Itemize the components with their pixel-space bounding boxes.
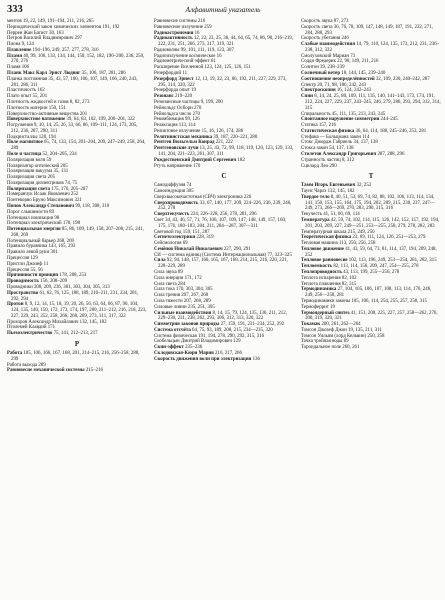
index-term: Резерфорд Эрнест bbox=[154, 76, 194, 82]
index-pages: Томсон Уильям (лорд Кельвин) 250, 258 bbox=[301, 333, 385, 339]
index-pages: Резерфорда опыт 19 bbox=[154, 88, 196, 94]
index-term: Статистическая физика bbox=[301, 128, 355, 134]
index-term: Рождественский Дмитрий Сергеевич bbox=[154, 157, 237, 163]
index-pages: 136 bbox=[251, 356, 260, 362]
index-entry bbox=[301, 94, 441, 111]
index-term: Причинности принцип bbox=[7, 273, 59, 279]
index-pages: Точка тройная воды 89 bbox=[301, 339, 349, 345]
index-pages: Пиона 9, 124 bbox=[7, 42, 34, 48]
index-term: Система отсчёта bbox=[154, 327, 191, 333]
index-pages: Статика 157, 216 bbox=[301, 123, 337, 129]
index-pages: 52, 204–205, 234 bbox=[41, 151, 77, 157]
index-entry bbox=[7, 54, 147, 66]
index-entry bbox=[154, 146, 294, 158]
index-entry bbox=[301, 345, 441, 351]
index-pages: Свет 34, 43, 46, 57, 71, 76, 106, 107, 109, 147, 148, 149, 157, 160, 175, 176, 180–183, 204, 211, 284—287, 307—311 bbox=[154, 218, 287, 229]
index-entry bbox=[154, 36, 294, 48]
index-pages: Радиоволны 99, 101, 111, 119, 123, 307 bbox=[154, 47, 234, 53]
index-pages: Томсон Джозеф Джон 19, 135, 211, 311 bbox=[301, 327, 382, 333]
index-column-3 bbox=[301, 19, 441, 374]
index-pages: Сила звука 89 bbox=[154, 270, 183, 276]
index-pages: Поляризация волн 59 bbox=[7, 157, 52, 163]
index-pages: Подкристаллы 128, 194 bbox=[7, 134, 56, 140]
index-term: Сверхпроводимость bbox=[154, 200, 199, 206]
index-entry bbox=[301, 164, 441, 170]
index-pages: Термодинамики законы 105, 106, 114, 254, 255, 257, 258, 315 bbox=[301, 298, 427, 304]
index-pages: Таунс Чарлз 132, 145, 182 bbox=[301, 189, 355, 195]
index-pages: Скорость света 36, 76, 78, 109, 147, 148, 149, 187, 191, 222, 271, 284, 288, 293 bbox=[301, 24, 433, 36]
index-term: Сегнетоэлектрики bbox=[154, 235, 196, 241]
index-pages: Спиральность 45, 111, 135, 213, 243, 245 bbox=[301, 111, 386, 117]
letter-heading: С bbox=[221, 173, 227, 181]
index-pages: Петров Василий Владимирович 297 bbox=[7, 36, 82, 42]
index-entry bbox=[301, 287, 441, 299]
index-pages: 244–245 bbox=[379, 117, 398, 123]
letter-heading: Т bbox=[368, 173, 374, 181]
index-term: Радиоактивность bbox=[154, 36, 193, 42]
index-pages: 102, 113, 196, 249, 253—254, 281, 282, 315 bbox=[347, 258, 437, 264]
index-term: Спин bbox=[301, 94, 313, 100]
index-pages: Сила инерции 171, 172 bbox=[154, 275, 202, 281]
index-pages: Потенциал электрический 170, 198 bbox=[7, 221, 81, 227]
index-term: Тепловое равновесие bbox=[301, 258, 348, 264]
index-pages: Силовые линии 235, 251, 305 bbox=[154, 304, 215, 310]
index-term: Твердое тело bbox=[301, 194, 330, 200]
index-term: Слабые взаимодействия bbox=[301, 42, 355, 48]
running-title: Алфавитный указатель bbox=[185, 5, 261, 14]
index-pages: Реликтовое излучение 15, 16, 126, 174, 286 bbox=[154, 128, 244, 134]
page-number: 333 bbox=[7, 4, 23, 15]
index-term: Спонтанное нарушение симметрии bbox=[301, 117, 380, 123]
index-pages: Периодический закон химических элементов 191, 192 bbox=[7, 24, 120, 30]
index-pages: Стокса закон 54, 137, 138 bbox=[301, 146, 354, 152]
index-pages: Теплота испарения 82, 102 bbox=[301, 275, 357, 281]
index-term: Теплопроводность bbox=[301, 270, 342, 276]
index-pages: Потенциальный барьер 268, 269 bbox=[7, 238, 74, 244]
index-term: Поляризация света bbox=[7, 186, 50, 192]
index-column-2 bbox=[154, 19, 294, 374]
index-entry bbox=[301, 311, 441, 323]
index-pages: СИ — система единиц (Система Интернациональная) 77, 323–325 bbox=[154, 252, 292, 258]
index-pages: 64, 75, 93, 189, 208, 215, 234—235, 320 bbox=[190, 327, 273, 333]
index-pages: 75, 141, 212–213, 217 bbox=[52, 331, 98, 337]
index-pages: Спектр 20, 71, 98, 186, 242, 243 bbox=[301, 82, 367, 88]
index-pages: Работа выхода 289 bbox=[7, 362, 46, 368]
index-pages: Понтекорво Бруно Максимович 321 bbox=[7, 198, 82, 204]
index-entry bbox=[301, 195, 441, 212]
index-pages: Рейнольдса число 270 bbox=[154, 111, 200, 117]
index-pages: 41, 43, 59, 64, 73, 81, 114, 137, 194, 209, 248, 252 bbox=[305, 246, 437, 258]
index-pages: 27, 159, 191, 231–234, 252, 292 bbox=[219, 322, 285, 328]
index-column-1 bbox=[7, 19, 147, 374]
index-pages: Сверхвысокочастотная (СВЧ) электроника 226 bbox=[154, 194, 252, 200]
index-pages: Самодиффузия 74 bbox=[154, 183, 192, 189]
index-term: Токамак bbox=[301, 322, 321, 328]
index-term: Симметрия законов природы bbox=[154, 322, 220, 328]
index-pages: 216, 217, 266 bbox=[213, 350, 242, 356]
index-pages: Поляризация света 205 bbox=[7, 175, 56, 181]
index-pages: Сила трения 207, 267, 268 bbox=[154, 293, 209, 299]
index-entry bbox=[7, 140, 147, 152]
index-entry bbox=[7, 302, 147, 319]
index-entry bbox=[301, 25, 441, 37]
index-pages: 200, 261, 262—264 bbox=[320, 322, 361, 328]
index-pages: 18, 144, 145, 239–240 bbox=[340, 71, 386, 77]
index-pages: 43, 113, 199, 255—256, 278 bbox=[341, 270, 400, 276]
index-term: Температура bbox=[301, 218, 330, 223]
index-pages: Самоиндукция 305 bbox=[154, 189, 194, 195]
index-pages: Ртуть напряжение 170 bbox=[154, 163, 201, 169]
index-term: Скорость движения волн при электризации bbox=[154, 356, 252, 362]
index-pages: Порог слышимости 89 bbox=[7, 209, 55, 215]
index-pages: Рейнольдс Осборн 270 bbox=[154, 105, 202, 111]
index-entry bbox=[154, 201, 294, 213]
index-pages: 221, 222 bbox=[214, 140, 233, 146]
index-term: Поле магнитное bbox=[7, 140, 43, 146]
index-pages: 14, 79, 110, 124, 135, 173, 212, 231, 236–238, 312, 322 bbox=[305, 42, 440, 53]
index-pages: 287, 288, 296 bbox=[376, 151, 405, 157]
index-pages: Перрен Жан Батист 30, 163 bbox=[7, 30, 64, 36]
index-pages: Радиоизлучение космическое 16 bbox=[154, 53, 222, 59]
index-entry bbox=[301, 218, 441, 230]
index-pages: Проводники 208, 209, 236, 301, 303, 304, 305, 313 bbox=[7, 284, 110, 290]
index-term: Протон bbox=[7, 302, 24, 308]
index-pages: 42, 59, 74, 102, 114, 115, 126, 142, 152, 157, 192, 194, 201, 203, 209, 227, 249—251, 253—255, 258, 279, 278, 282, 283 bbox=[305, 218, 440, 229]
index-pages: Сцилард Лео 290 bbox=[301, 163, 337, 169]
page-header bbox=[7, 4, 439, 16]
index-pages: 92, 94, 148, 157, 160, 165, 167, 168, 214, 215, 216, 220, 221, 228–229, 289 bbox=[158, 258, 288, 270]
index-entry bbox=[154, 218, 294, 230]
index-pages: Пристли Джозеф 11 bbox=[7, 261, 49, 267]
index-pages: Расширение Вселенной 123, 124, 125, 126, 151 bbox=[154, 65, 251, 71]
index-entry bbox=[7, 227, 147, 239]
index-term: Сила bbox=[154, 258, 166, 264]
index-pages: 16 bbox=[193, 30, 200, 36]
index-pages: Световой год 159, 151, 287 bbox=[154, 229, 210, 235]
index-pages: 219–220 bbox=[173, 94, 193, 100]
index-term: Семёнов Николай Николаевич bbox=[154, 246, 223, 252]
index-pages: Поляризатор оптический 205 bbox=[7, 163, 68, 169]
index-pages: Равновесное излучение 259 bbox=[154, 24, 212, 30]
index-pages: Птолемей Клавдий 171 bbox=[7, 325, 56, 331]
index-entry bbox=[154, 258, 294, 270]
index-pages: 40, 99, 106, 133, 134, 144, 150, 152, 182, 196–200, 236, 250, 270, 276 bbox=[11, 53, 145, 65]
index-pages: 8, 14, 24, 25, 80, 109, 111, 135, 140, 141–143, 173, 174, 191, 212, 224, 227, 229, 237, 243–245, 246, 279, 286, 293, 294, 312, 314, 315 bbox=[305, 94, 441, 111]
index-pages: 39, 187, 220–221, 280 bbox=[212, 134, 258, 140]
index-pages: 41, 151, 200, 225, 227, 257, 258—262, 276, 300, 319, 320, 321 bbox=[305, 310, 438, 322]
index-term: Соотношение неопределённостей bbox=[301, 76, 375, 82]
index-entry bbox=[7, 368, 147, 374]
index-pages: Скобельцын Дмитрий Владимирович 129 bbox=[154, 339, 241, 345]
index-term: Спектроскопия bbox=[301, 88, 336, 94]
index-term: Пространство bbox=[7, 290, 39, 296]
index-entry bbox=[7, 77, 147, 89]
index-pages: 32, 109, 230, 240–242, 287 bbox=[374, 76, 430, 82]
index-pages: Температурная шкала 215, 249, 250 bbox=[301, 229, 375, 235]
index-pages: Рекомбинация 99, 126 bbox=[154, 117, 200, 123]
index-pages: Плотность жидкостей и газов 8, 82, 273 bbox=[7, 99, 90, 105]
index-term: Скин-эффект bbox=[154, 345, 184, 351]
index-pages: 178, 208, 253 bbox=[58, 273, 87, 279]
index-pages: 105, 106, 166, 167, 168, 201, 214–215, 216, 256–258, 288, 299 bbox=[11, 350, 140, 362]
index-pages: Резонансные частицы 9, 199, 200 bbox=[154, 99, 223, 105]
index-pages: Сила света 284 bbox=[154, 281, 186, 287]
index-term: Работа bbox=[7, 350, 23, 356]
index-term: Поверхностное натяжение bbox=[7, 117, 66, 123]
index-entry bbox=[154, 357, 294, 363]
index-pages: Прецессия 129 bbox=[7, 256, 38, 262]
index-pages: 228, 319 bbox=[195, 235, 214, 241]
index-entry bbox=[301, 42, 441, 54]
index-term: Теплоемкость bbox=[301, 264, 333, 270]
index-pages: Теплота плавления 82, 315 bbox=[301, 281, 357, 287]
index-pages: Прохоров Александр Михайлович 132, 145, 182 bbox=[7, 319, 107, 325]
index-pages: Содди Фредерик 22, 90, 149, 211, 216 bbox=[301, 59, 379, 65]
letter-heading: Р bbox=[74, 340, 80, 348]
index-pages: Термоферрит 19 bbox=[301, 304, 335, 310]
index-pages: Плато опыт 55, 201 bbox=[7, 94, 48, 100]
index-term: Тамм Игорь Евгеньевич bbox=[301, 183, 356, 189]
index-entry bbox=[7, 291, 147, 303]
index-term: Рентген Вильгельм Конрад bbox=[154, 140, 215, 146]
index-pages: 235–236 bbox=[183, 345, 203, 351]
index-term: Термодинамика bbox=[301, 287, 337, 293]
index-pages: 85, 86, 109, 149, 158, 207–208, 215, 241, 268, 269 bbox=[11, 227, 144, 238]
index-pages: Система физическая 191, 194, 278, 290, 292, 315, 316 bbox=[154, 333, 265, 339]
index-term: Потенциальная энергия bbox=[7, 227, 61, 233]
index-pages: 215–216 bbox=[84, 368, 103, 374]
index-pages: Текучесть 41, 51, 60, 69, 114 bbox=[301, 212, 360, 218]
index-term: Теоретическая физика bbox=[301, 235, 352, 241]
index-entry bbox=[7, 123, 147, 135]
index-term: Проводимость bbox=[7, 279, 39, 285]
index-pages: 227, 290, 291 bbox=[222, 246, 251, 252]
index-term: Столетов Александр Григорьевич bbox=[301, 151, 377, 157]
index-term: Равновесие механической системы bbox=[7, 368, 85, 374]
index-pages: 23, 69, 111, 124, 126, 251—253, 279 bbox=[351, 235, 426, 241]
index-term: Плавление bbox=[7, 47, 32, 53]
index-pages: Поляризация вакуума 35, 131 bbox=[7, 169, 69, 175]
index-pages: 194–196, 249, 257, 277, 278, 316 bbox=[31, 47, 99, 53]
index-pages: Померанчук Исаак Яковлевич 252 bbox=[7, 192, 79, 198]
index-pages: 36, 64, 114, 188, 245–246, 253, 281 bbox=[354, 128, 427, 134]
index-pages: ментов 19, 22, 149, 191–194, 211, 216, 265 bbox=[7, 19, 94, 24]
index-pages: Солитон 39, 238–239 bbox=[301, 65, 345, 71]
index-pages: Странность частиц 8, 312 bbox=[301, 157, 355, 163]
index-pages: 175, 176, 205–207 bbox=[49, 186, 88, 192]
index-pages: 33, 67, 140, 177, 209, 224–226, 236, 239, 246, 252, 278 bbox=[158, 200, 292, 212]
index-entry bbox=[154, 311, 294, 323]
index-term: Пьезоэлектричество bbox=[7, 331, 53, 337]
index-term: Планк Макс Карл Эрнст Людвиг bbox=[7, 71, 81, 77]
index-term: Попов Александр Степанович bbox=[7, 204, 74, 209]
index-pages: 82, 113, 114, 156, 209, 247, 254—255, 278 bbox=[332, 264, 419, 270]
index-term: Тепловое движение bbox=[301, 246, 344, 252]
index-pages: 8, 14, 15, 79, 124, 135, 136, 211, 212, 229–230, 231, 238, 262, 293, 306, 312, 313, 320, 322 bbox=[158, 310, 287, 322]
index-pages: 99, 118, 308, 310 bbox=[73, 204, 110, 209]
index-pages: Поляризация диэлектриков 74, 75 bbox=[7, 180, 78, 186]
index-pages: Равновесие системы 216 bbox=[154, 19, 206, 24]
index-pages: Скорость убегания 246 bbox=[301, 36, 349, 42]
index-pages: Тепловая машина 113, 250, 256, 258 bbox=[301, 241, 376, 247]
index-term: Пламя bbox=[7, 53, 22, 59]
index-pages: Радиометрический эффект 61 bbox=[154, 59, 216, 65]
index-pages: Сила тока 170, 303, 304, 305 bbox=[154, 287, 213, 293]
index-pages: 12, 13, 19, 22, 23, 66, 192, 211, 227, 229, 273, 295, 314, 320, 322 bbox=[158, 76, 287, 88]
index-term: Сильные взаимодействия bbox=[154, 310, 212, 316]
index-pages: Пластичность 162 bbox=[7, 88, 45, 94]
index-pages: Сейсмология 69 bbox=[154, 241, 188, 247]
index-pages: 224, 226–228, 256, 278, 281, 296 bbox=[189, 212, 257, 218]
index-term: Сверхтекучесть bbox=[154, 212, 190, 218]
index-term: Релятивистская механика bbox=[154, 134, 213, 140]
index-pages: Резерфордий 11 bbox=[154, 71, 188, 77]
index-term: Склодовская-Кюри Мария bbox=[154, 350, 214, 356]
index-pages: Погружения 9, 10, 14, 25, 26, 33, 66, 86, 109–111, 124, 173, 205, 212, 236, 287, 290, 311 bbox=[7, 123, 138, 134]
index-term: Солнечный ветер bbox=[301, 71, 341, 77]
index-pages: 182 bbox=[236, 157, 245, 163]
index-pages: Смолуховский Мариан 73 bbox=[301, 53, 356, 59]
index-pages: Стокс Джордж Габриель 34, 137, 138 bbox=[301, 140, 378, 146]
index-pages: Тороидальное поле 260, 261 bbox=[301, 345, 360, 351]
index-entry bbox=[154, 77, 294, 89]
index-entry bbox=[7, 331, 147, 337]
index-pages: Плотность материи 150, 151 bbox=[7, 105, 66, 111]
index-pages: 12, 22, 23, 25, 36, 44, 64, 65, 74, 86, 90, 216–219, 222, 231, 251, 266, 273, 317, 319, 321 bbox=[158, 36, 293, 48]
index-pages: 65, 74, 133, 154, 201–204, 209, 247–249, 258, 264, 289 bbox=[11, 140, 146, 152]
index-pages: Правило левой руки 301 bbox=[7, 250, 58, 256]
index-entry bbox=[301, 247, 441, 259]
index-pages: Пламя 106 bbox=[7, 65, 30, 71]
index-columns bbox=[7, 19, 439, 374]
index-pages: 156, 208–209 bbox=[38, 279, 68, 285]
index-pages: Правило буравчика 143, 165, 293 bbox=[7, 244, 76, 250]
index-entry bbox=[154, 164, 294, 170]
index-pages: 32, 252 bbox=[355, 183, 372, 189]
index-pages: Планка постоянная 35, 43, 57, 100, 106, 107, 149, 166, 240, 243, 281, 286, 311 bbox=[7, 76, 138, 88]
index-pages: 39, 64, 83, 102, 199, 200–201, 322 bbox=[65, 117, 135, 123]
index-pages: 8, 9, 12, 14, 15, 18, 19, 20, 26, 56, 63, 64, 66, 87, 90, 104, 124, 135, 140, 150, 172, 173, 174, 197, 200, 211–212, 216, 218, 223, 227, 229, 243, 252, 258, 266, 268, 269, 273, 311, 317, 322 bbox=[11, 302, 147, 319]
index-pages: Прецессия 55, 56 bbox=[7, 267, 43, 273]
index-entry bbox=[7, 351, 147, 363]
index-term: Рентгеновские лучи bbox=[154, 146, 199, 152]
index-pages: Стефана — Больцмана закон 114 bbox=[301, 134, 370, 140]
index-term: Резонанс bbox=[154, 94, 174, 100]
index-pages: 27, 104, 105, 106, 107, 108, 113, 114, 176, 246, 249, 256—258, 281 bbox=[305, 287, 432, 299]
index-pages: Потенциал ионизации 98 bbox=[7, 215, 60, 221]
index-term: Термоядерный синтез bbox=[301, 310, 350, 316]
index-pages: Релаксация 113, 114 bbox=[154, 123, 196, 129]
index-term: Радиоастрономия bbox=[154, 30, 194, 36]
index-pages: Скорость звука 87, 273 bbox=[301, 19, 349, 24]
index-pages: 16, 124, 242–243 bbox=[335, 88, 372, 94]
index-pages: 8, 40, 51, 53, 69, 74, 82, 88, 102, 106, 113, 114, 134, 141, 150, 153, 155, 164, 175, 194, 202, 209, 215, 230, 237, 247—249, 273, 266—269, 270, 283, 290, 315, 316 bbox=[305, 194, 435, 212]
index-pages: 13, 25, 43, 72, 99, 118, 119, 120, 123, 129, 133, 141, 204, 221–223, 261, 307, 311 bbox=[158, 146, 294, 157]
index-pages: 61, 62, 76, 125, 188, 189, 210–211, 231, 234, 281, 292, 294 bbox=[11, 290, 139, 302]
index-pages: Поверхностно-активные вещества 201 bbox=[7, 111, 88, 117]
index-pages: Сила тяжести 207, 268, 289 bbox=[154, 298, 211, 304]
index-term: Поле и частица bbox=[7, 151, 42, 157]
index-pages: 35, 106, 187, 281, 286 bbox=[80, 71, 126, 77]
